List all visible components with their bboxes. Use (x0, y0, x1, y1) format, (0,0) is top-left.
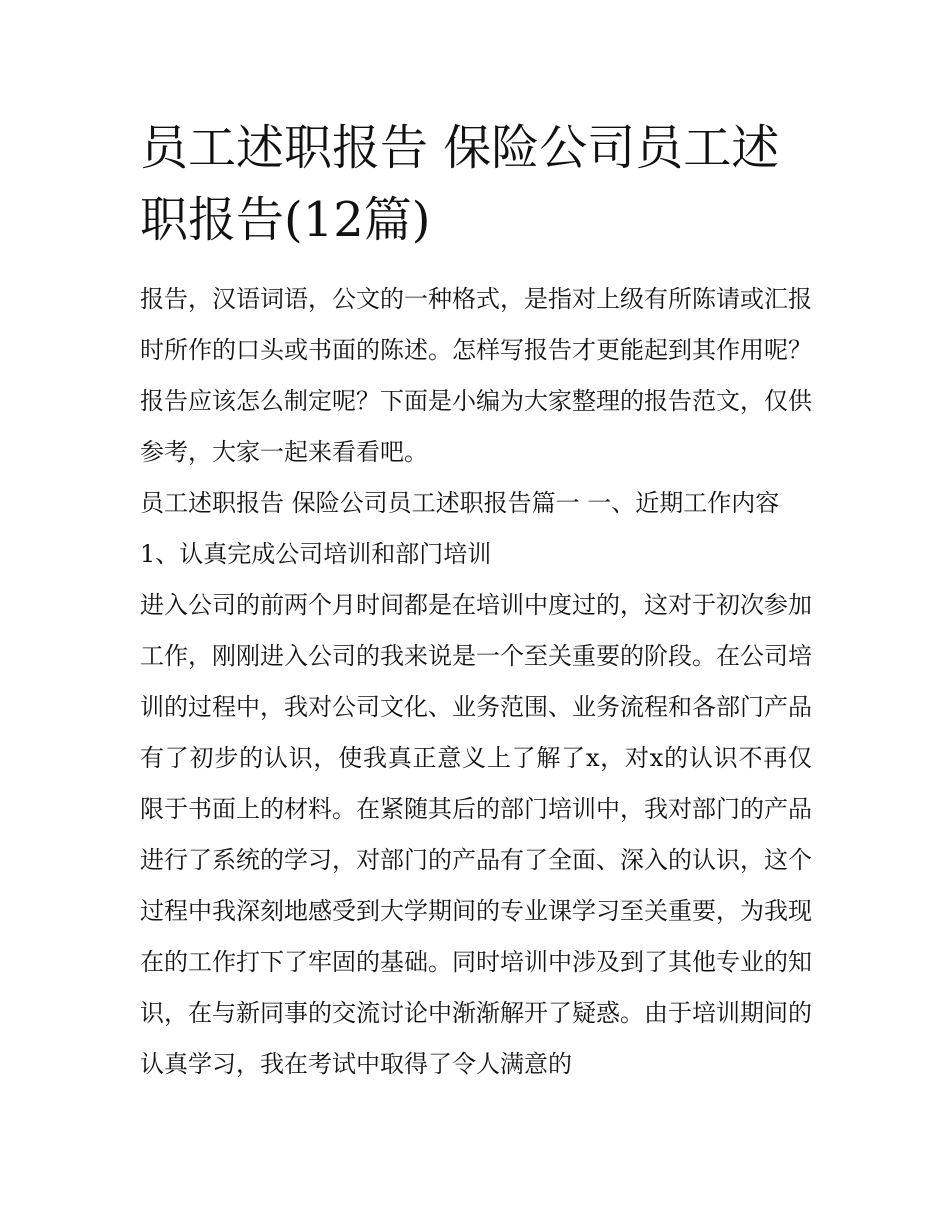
section-heading: 员工述职报告 保险公司员工述职报告篇一 一、近期工作内容 (140, 489, 780, 517)
subsection-heading: 1、认真完成公司培训和部门培训 (140, 540, 492, 568)
body-paragraph: 进入公司的前两个月时间都是在培训中度过的，这对于初次参加工作，刚刚进入公司的我来说是一个至关重要的阶段。在公司培训的过程中，我对公司文化、业务范围、业务流程和各部门产品有了初步的认识，使我真正意义上了解了x，对x的认识不再仅限于书面上的材料。在紧随其后的部门培训中，我对部门的产品进行了系统的学习，对部门的产品有了全面、深入的认识，这个过程中我深刻地感受到大学期间的专业课学习至关重要，为我现在的工作打下了牢固的基础。同时培训中涉及到了其他专业的知识，在与新同事的交流讨论中渐渐解开了疑惑。由于培训期间的认真学习，我在考试中取得了令人满意的 (140, 591, 812, 1078)
document-title: 员工述职报告 保险公司员工述职报告(12篇) (140, 120, 780, 248)
document-content (140, 112, 812, 1090)
intro-paragraph: 报告，汉语词语，公文的一种格式，是指对上级有所陈请或汇报时所作的口头或书面的陈述。怎样写报告才更能起到其作用呢？报告应该怎么制定呢？下面是小编为大家整理的报告范文，仅供参考，大家一起来看看吧。 (140, 285, 812, 466)
